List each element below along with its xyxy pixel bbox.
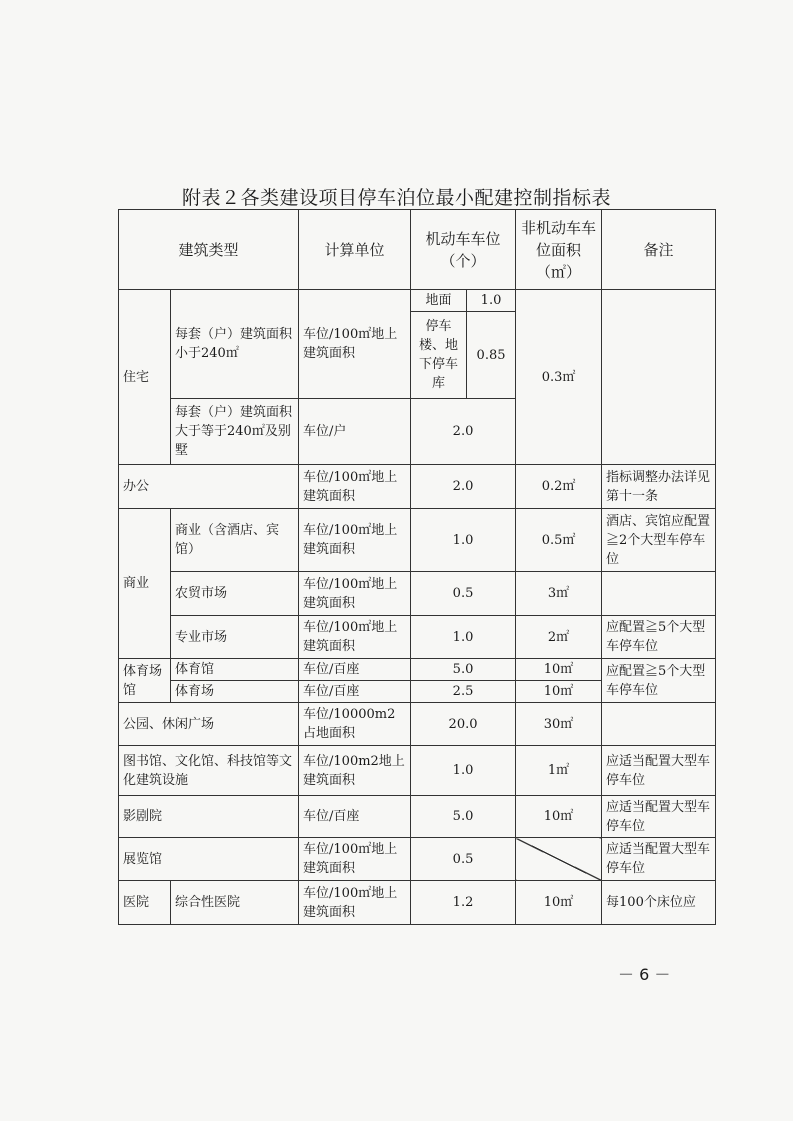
header-motor: 机动车车位（个） (411, 210, 516, 290)
commercial-unit: 车位/100㎡地上建筑面积 (299, 616, 411, 659)
sports-nonmotor: 10㎡ (516, 659, 602, 681)
commercial-nonmotor: 0.5㎡ (516, 509, 602, 572)
office-note: 指标调整办法详见第十一条 (602, 465, 716, 509)
table-row (119, 659, 716, 681)
header-unit: 计算单位 (299, 210, 411, 290)
park-motor: 20.0 (411, 703, 516, 746)
table-row (119, 796, 716, 838)
table-row (119, 290, 716, 312)
page-number: － 6 － (618, 965, 671, 984)
sports-unit: 车位/百座 (299, 659, 411, 681)
residential-sub1: 每套（户）建筑面积小于240㎡ (171, 290, 299, 399)
sports-note: 应配置≧5个大型车停车位 (602, 659, 716, 703)
commercial-note: 应配置≧5个大型车停车位 (602, 616, 716, 659)
exhibition-note: 应适当配置大型车停车位 (602, 838, 716, 881)
table-row (119, 509, 716, 572)
park-note (602, 703, 716, 746)
theater-motor: 5.0 (411, 796, 516, 838)
commercial-name: 专业市场 (171, 616, 299, 659)
category-office: 办公 (119, 465, 299, 509)
theater-nonmotor: 10㎡ (516, 796, 602, 838)
commercial-nonmotor: 2㎡ (516, 616, 602, 659)
commercial-unit: 车位/100㎡地上建筑面积 (299, 572, 411, 616)
table-row (119, 746, 716, 796)
residential-sub1-unit: 车位/100㎡地上建筑面积 (299, 290, 411, 399)
residential-sub2-unit: 车位/户 (299, 399, 411, 465)
table-title: 附表２各类建设项目停车泊位最小配建控制指标表 (181, 187, 611, 209)
header-nonmotor: 非机动车车位面积（㎡） (516, 210, 602, 290)
category-theater: 影剧院 (119, 796, 299, 838)
library-unit: 车位/100m2地上建筑面积 (299, 746, 411, 796)
table-row (119, 838, 716, 881)
commercial-unit: 车位/100㎡地上建筑面积 (299, 509, 411, 572)
commercial-note (602, 572, 716, 616)
commercial-motor: 0.5 (411, 572, 516, 616)
theater-note: 应适当配置大型车停车位 (602, 796, 716, 838)
sports-name: 体育馆 (171, 659, 299, 681)
category-park: 公园、休闲广场 (119, 703, 299, 746)
garage-value: 0.85 (467, 312, 516, 399)
category-sports: 体育场馆 (119, 659, 171, 703)
residential-nonmotor: 0.3㎡ (516, 290, 602, 465)
library-nonmotor: 1㎡ (516, 746, 602, 796)
parking-standards-table (118, 209, 716, 925)
hospital-unit: 车位/100㎡地上建筑面积 (299, 881, 411, 925)
exhibition-unit: 车位/100㎡地上建筑面积 (299, 838, 411, 881)
hospital-nonmotor: 10㎡ (516, 881, 602, 925)
hospital-note: 每100个床位应 (602, 881, 716, 925)
commercial-motor: 1.0 (411, 509, 516, 572)
category-library: 图书馆、文化馆、科技馆等文化建筑设施 (119, 746, 299, 796)
commercial-note: 酒店、宾馆应配置≧2个大型车停车位 (602, 509, 716, 572)
table-row (119, 703, 716, 746)
sports-name: 体育场 (171, 681, 299, 703)
table-header-row (119, 210, 716, 290)
table-row (119, 616, 716, 659)
exhibition-motor: 0.5 (411, 838, 516, 881)
header-notes: 备注 (602, 210, 716, 290)
header-building-type: 建筑类型 (119, 210, 299, 290)
sports-nonmotor: 10㎡ (516, 681, 602, 703)
sports-motor: 2.5 (411, 681, 516, 703)
office-unit: 车位/100㎡地上建筑面积 (299, 465, 411, 509)
commercial-name: 农贸市场 (171, 572, 299, 616)
hospital-sub: 综合性医院 (171, 881, 299, 925)
category-hospital: 医院 (119, 881, 171, 925)
park-nonmotor: 30㎡ (516, 703, 602, 746)
library-motor: 1.0 (411, 746, 516, 796)
theater-unit: 车位/百座 (299, 796, 411, 838)
category-exhibition: 展览馆 (119, 838, 299, 881)
category-residential: 住宅 (119, 290, 171, 465)
residential-sub2: 每套（户）建筑面积大于等于240㎡及别墅 (171, 399, 299, 465)
table-row (119, 881, 716, 925)
commercial-name: 商业（含酒店、宾馆） (171, 509, 299, 572)
office-motor: 2.0 (411, 465, 516, 509)
exhibition-nonmotor-empty (516, 838, 602, 881)
table-row (119, 465, 716, 509)
commercial-nonmotor: 3㎡ (516, 572, 602, 616)
category-commercial: 商业 (119, 509, 171, 659)
office-nonmotor: 0.2㎡ (516, 465, 602, 509)
ground-value: 1.0 (467, 290, 516, 312)
residential-note (602, 290, 716, 465)
commercial-motor: 1.0 (411, 616, 516, 659)
sports-motor: 5.0 (411, 659, 516, 681)
garage-label: 停车楼、地下停车库 (411, 312, 467, 399)
library-note: 应适当配置大型车停车位 (602, 746, 716, 796)
sports-unit: 车位/百座 (299, 681, 411, 703)
table-row (119, 572, 716, 616)
residential-sub2-motor: 2.0 (411, 399, 516, 465)
park-unit: 车位/10000m2占地面积 (299, 703, 411, 746)
ground-label: 地面 (411, 290, 467, 312)
hospital-motor: 1.2 (411, 881, 516, 925)
